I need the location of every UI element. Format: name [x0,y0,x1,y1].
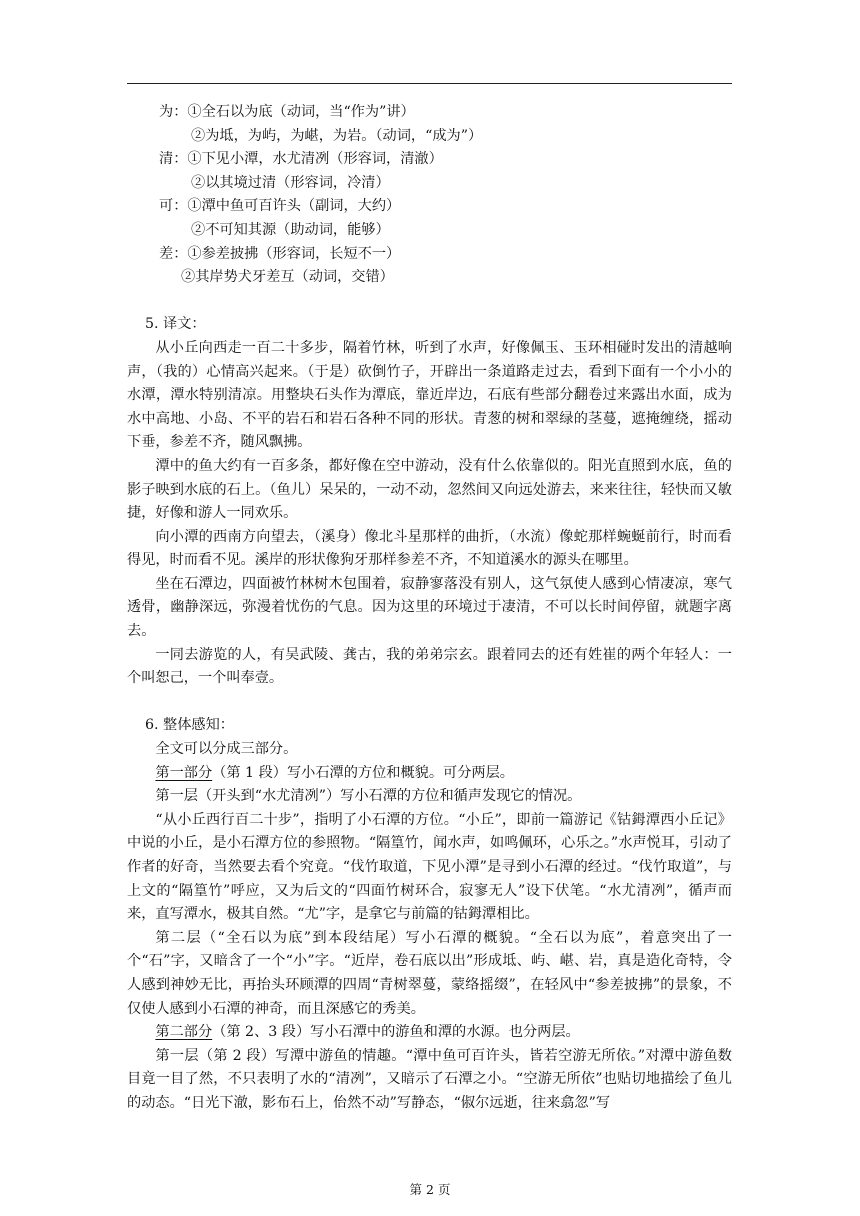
glossary-line: 可：①潭中鱼可百许头（副词，大约） [159,198,401,215]
translation-section [127,313,732,691]
page-number: 第 2 页 [409,1182,451,1197]
part-heading [127,762,732,786]
part-description: （第 1 段）写小石潭的方位和概貌。可分两层。 [212,764,514,781]
document-body [127,101,732,1116]
analysis-section [127,714,732,1115]
glossary-line: ②不可知其源（助动词，能够） [191,221,390,238]
glossary-line: 为：①全石以为底（动词，当“作为”讲） [159,104,415,120]
paragraph: 从小丘向西走一百二十多步，隔着竹林，听到了水声，好像佩玉、玉环相碰时发出的清越响声，（我的）心情高兴起来。（于是）砍倒竹子，开辟出一条道路走过去，看到下面有一个小小的水潭，潭水特别清凉。用整块石头作为潭底，靠近岸边，石底有些部分翻卷过来露出水面，成为水中高地、小岛、不平的岩石和岩石各种不同的形状。青葱的树和翠绿的茎蔓，遮掩缠绕，摇动下垂，参差不齐，随风飘拂。 [127,339,732,451]
glossary-section [127,101,732,290]
paragraph: 一同去游览的人，有吴武陵、龚古，我的弟弟宗玄。跟着同去的还有姓崔的两个年轻人：一个叫恕己，一个叫奉壹。 [127,646,732,687]
header-rule [127,83,732,84]
paragraph: 坐在石潭边，四面被竹林树木包围着，寂静寥落没有别人，这气氛使人感到心情凄凉，寒气透骨，幽静深远，弥漫着忧伤的气息。因为这里的环境过于凄清，不可以长时间停留，就题字离去。 [127,575,732,640]
paragraph: 全文可以分成三部分。 [155,741,298,758]
part-description: （第 2、3 段）写小石潭中的游鱼和潭的水源。也分两层。 [212,1024,580,1041]
section-heading: 5. 译文： [145,316,206,333]
paragraph: 向小潭的西南方向望去，（溪身）像北斗星那样的曲折，（水流）像蛇那样蜿蜒前行，时而看得见，时而看不见。溪岸的形状像狗牙那样参差不齐，不知道溪水的源头在哪里。 [127,528,732,569]
paragraph: “从小丘西行百二十步”，指明了小石潭的方位。“小丘”，即前一篇游记《钴鉧潭西小丘记》中说的小丘，是小石潭方位的参照物。“隔篁竹，闻水声，如鸣佩环，心乐之。”水声悦耳，引动了作者的好奇，当然要去看个究竟。“伐竹取道，下见小潭”是寻到小石潭的经过。“伐竹取道”，与上文的“隔篁竹”呼应，又为后文的“四面竹树环合，寂寥无人”设下伏笔。“水尤清冽”，循声而来，直写潭水，极其自然。“尤”字，是拿它与前篇的钴鉧潭相比。 [127,811,732,923]
glossary-line: 清：①下见小潭，水尤清冽（形容词，清澈） [159,151,443,168]
paragraph: 第一层（第 2 段）写潭中游鱼的情趣。“潭中鱼可百许头，皆若空游无所依。”对潭中游鱼数目竟一目了然，不只表明了水的“清冽”，又暗示了石潭之小。“空游无所依”也贴切地描绘了鱼儿的动态。“日光下澈，影布石上，佁然不动”写静态，“俶尔远逝，往来翕忽”写 [127,1047,732,1111]
glossary-line: ②其岸势犬牙差互（动词，交错） [181,269,394,286]
part-heading [127,1021,732,1045]
paragraph: 第二层（“全石以为底”到本段结尾）写小石潭的概貌。“全石以为底”，着意突出了一个“石”字，又暗含了一个“小”字。“近岸，卷石底以出”形成坻、屿、嵁、岩，真是造化奇特，令人感到神妙无比，再抬头环顾潭的四周“青树翠蔓，蒙络摇缀”，在轻风中“参差披拂”的景象，不仅使人感到小石潭的神奇，而且深感它的秀美。 [127,929,732,1017]
glossary-line: ②以其境过清（形容词，冷清） [191,174,390,191]
part-label: 第二部分 [155,1024,213,1041]
paragraph: 第一层（开头到“水尤清冽”）写小石潭的方位和循声发现它的情况。 [155,788,582,805]
section-heading: 6. 整体感知： [145,717,234,734]
glossary-line: 差：①参差披拂（形容词，长短不一） [159,245,401,262]
part-label: 第一部分 [155,764,213,781]
glossary-line: ②为坻，为屿，为嵁，为岩。（动词，“成为”） [191,127,483,144]
paragraph: 潭中的鱼大约有一百多条，都好像在空中游动，没有什么依靠似的。阳光直照到水底，鱼的影子映到水底的石上。（鱼儿）呆呆的，一动不动，忽然间又向远处游去，来来往往，轻快而又敏捷，好像和游人一同欢乐。 [127,457,732,522]
